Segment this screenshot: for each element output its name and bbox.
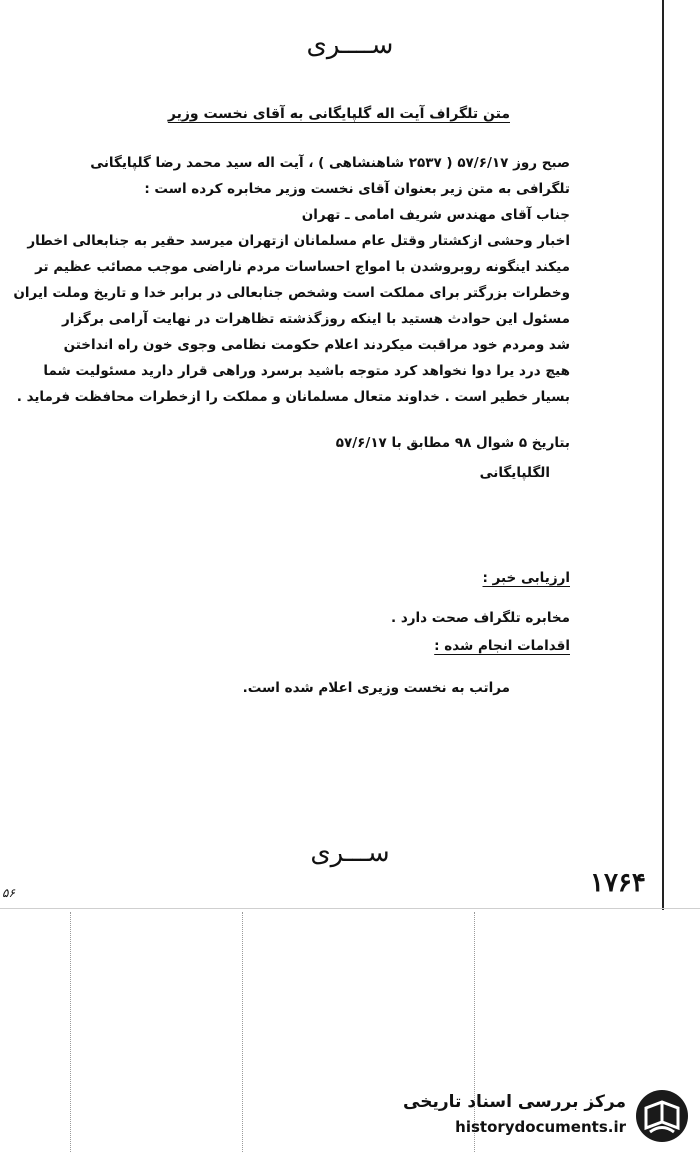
- body-line: هیچ درد یرا دوا نخواهد کرد متوجه باشید برسرد وراهی قرار دارید مسئولیت شما: [43, 363, 570, 379]
- body-line: بسیار خطیر است . خداوند متعال مسلمانان و مملکت را ازخطرات محافظت فرماید .: [16, 389, 570, 405]
- dotted-guide: [70, 912, 72, 1152]
- page-edge-right: [662, 0, 664, 910]
- assessment-text: مخابره تلگراف صحت دارد .: [391, 610, 570, 626]
- signature: الگلپایگانی: [479, 465, 550, 481]
- telegram-body: [13, 150, 570, 410]
- body-line: اخبار وحشی ازکشتار وقتل عام مسلمانان ازتهران میرسد حقیر به جنابعالی اخطار: [27, 233, 570, 249]
- actions-label: [434, 638, 570, 654]
- margin-mark: ۵۶: [2, 886, 15, 900]
- body-line: میکند اینگونه روبروشدن با امواج احساسات مردم ناراضی موجب مصائب عظیم تر: [35, 259, 570, 275]
- assessment-label-text: ارزیابی خبر :: [482, 570, 570, 586]
- actions-text: مراتب به نخست وزیری اعلام شده است.: [242, 680, 510, 696]
- body-line: تلگرافی به متن زیر بعنوان آقای نخست وزیر مخابره کرده است :: [144, 181, 570, 197]
- document-title: متن تلگراف آیت اله گلپایگانی به آقای نخست وزیر: [167, 106, 510, 122]
- dotted-guide: [242, 912, 244, 1152]
- page-edge-bottom: [0, 908, 700, 909]
- body-line: صبح روز ۵۷/۶/۱۷ ( ۲۵۳۷ شاهنشاهی ) ، آیت اله سید محمد رضا گلپایگانی: [90, 155, 570, 171]
- date-line: بتاریخ ۵ شوال ۹۸ مطابق با ۵۷/۶/۱۷: [335, 435, 570, 451]
- classification-bottom: ســـری: [310, 838, 390, 868]
- archive-book-icon: [634, 1088, 690, 1144]
- body-line: شد ومردم خود مراقبت میکردند اعلام حکومت نظامی وجوی خون راه انداختن: [63, 337, 570, 353]
- classification-top: ســــری: [306, 30, 394, 60]
- document-number: ۱۷۶۴: [590, 868, 646, 898]
- actions-label-text: اقدامات انجام شده :: [434, 638, 570, 654]
- watermark-name: مرکز بررسی اسناد تاریخی: [403, 1092, 626, 1112]
- assessment-label: [483, 570, 570, 586]
- body-line: مسئول این حوادث هستید با اینکه روزگذشته تظاهرات در نهایت آرامی برگزار: [61, 311, 570, 327]
- watermark-url: historydocuments.ir: [455, 1118, 626, 1136]
- body-line: وخطرات بزرگتر برای مملکت است وشخص جنابعالی در برابر خدا و تاریخ وملت ایران: [13, 285, 570, 301]
- body-line: جناب آقای مهندس شریف امامی ـ تهران: [301, 207, 570, 223]
- watermark-logo: [403, 1088, 690, 1144]
